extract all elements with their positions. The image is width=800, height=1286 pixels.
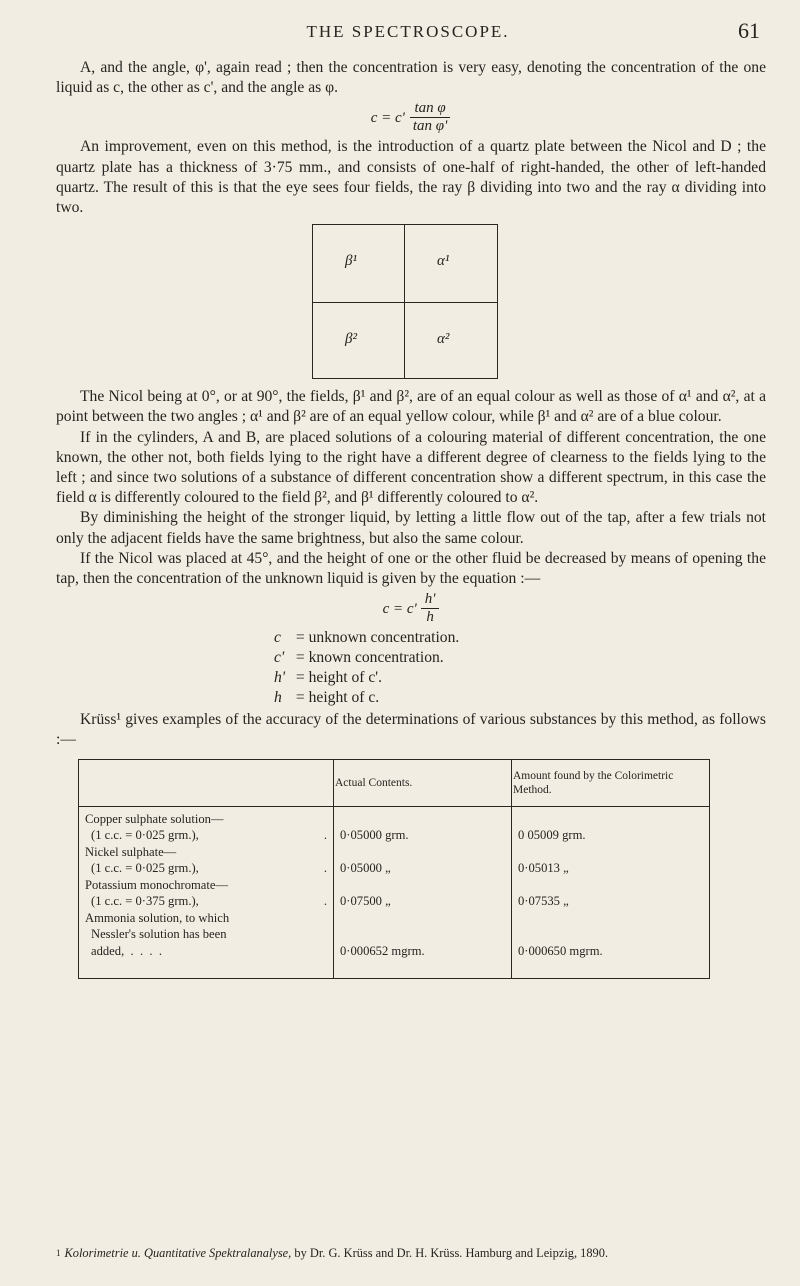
definition-text: = unknown concentration. <box>295 629 460 647</box>
definition-row <box>274 628 766 648</box>
formula-denominator: h <box>426 609 434 626</box>
found-value: 0·000650 mgrm. <box>518 943 603 958</box>
diagram-horizontal-divider <box>313 302 497 303</box>
substance-detail: (1 c.c. = 0·025 grm.), . <box>91 828 327 843</box>
table-header-cell: Actual Contents. <box>334 759 512 806</box>
definition-text: = height of c'. <box>295 669 382 687</box>
field-label-alpha2: α² <box>437 331 450 348</box>
field-label-beta2: β² <box>345 331 357 348</box>
found-value: 0·07535 „ <box>518 894 569 909</box>
paragraph: If the Nicol was placed at 45°, and the height of one or the other fluid be decreased by means of opening the tap, then the concentration of the unknown liquid is given by the equation :— <box>56 549 766 588</box>
paragraph: If in the cylinders, A and B, are placed solutions of a colouring material of different concentration, the one known, the other not, both fields lying to the right have a different degree of clearness to the fields lying to the left ; and since two solutions of a substance of different concentration show a different spectrum, in this case the field α is differently coloured to the field β², and β¹ differently coloured to α². <box>56 428 766 507</box>
footnote-text: by Dr. G. Krüss and Dr. H. Krüss. Hamburg and Leipzig, 1890. <box>294 1246 609 1260</box>
table-header-row <box>79 759 710 806</box>
definition-row <box>274 668 766 688</box>
definition-symbol: h' <box>274 669 286 687</box>
formula-fraction <box>421 591 440 626</box>
body-text <box>56 58 766 979</box>
definition-row <box>274 648 766 668</box>
paragraph: A, and the angle, φ', again read ; then the concentration is very easy, denoting the concentration of the one liquid as c, the other as c', and the angle as φ. <box>56 59 766 97</box>
formula-fraction <box>409 100 451 135</box>
formula-tan-ratio <box>56 100 766 135</box>
found-value: 0 05009 grm. <box>518 828 586 843</box>
results-table <box>78 759 710 979</box>
definition-text: = height of c. <box>295 689 380 707</box>
formula-numerator: tan φ <box>410 100 449 118</box>
substance-name: Copper sulphate solution— <box>85 811 224 826</box>
definition-text: = known concentration. <box>295 649 444 667</box>
paragraph: By diminishing the height of the stronger liquid, by letting a little flow out of the tap, after a few trials not only the adjacent fields have the same brightness, but also the same colour. <box>56 509 766 547</box>
symbol-definitions <box>274 628 766 708</box>
substance-detail: (1 c.c. = 0·375 grm.), . <box>91 894 327 909</box>
actual-contents-cell <box>334 806 512 978</box>
substance-cell <box>79 806 334 978</box>
footnote <box>56 1245 766 1261</box>
formula-height-ratio <box>56 591 766 626</box>
field-label-beta1: β¹ <box>345 253 357 270</box>
four-field-diagram <box>312 224 498 379</box>
found-value: 0·05013 „ <box>518 861 569 876</box>
definition-row <box>274 688 766 708</box>
definition-symbol: c <box>274 629 281 647</box>
field-label-alpha1: α¹ <box>437 253 450 270</box>
table-header-cell: Amount found by the Colorimetric Method. <box>512 759 710 806</box>
substance-detail: Nessler's solution has been <box>91 927 227 942</box>
paragraph: Krüss¹ gives examples of the accuracy of the determinations of various substances by this method, as follows :— <box>56 711 766 749</box>
footnote-ref: 1 <box>56 1248 61 1258</box>
table-row <box>79 806 710 978</box>
formula-denominator: tan φ' <box>412 118 448 135</box>
actual-value: 0·07500 „ <box>340 894 391 909</box>
substance-name: Ammonia solution, to which <box>85 910 230 925</box>
substance-name: Potassium monochromate— <box>85 877 229 892</box>
formula-lhs: c = c' <box>382 600 417 617</box>
table-header-cell <box>79 759 334 806</box>
substance-detail: added, . . . . <box>91 943 162 958</box>
actual-value: 0·05000 „ <box>340 861 391 876</box>
formula-numerator: h' <box>421 591 440 609</box>
substance-detail: (1 c.c. = 0·025 grm.), . <box>91 861 327 876</box>
substance-name: Nickel sulphate— <box>85 844 177 859</box>
definition-symbol: h <box>274 689 282 707</box>
paragraph: An improvement, even on this method, is the introduction of a quartz plate between the Nicol and D ; the quartz plate has a thickness of 3·75 mm., and consists of one-half of right-handed, the other of left-handed quartz. The result of this is that the eye sees four fields, the ray β dividing into two and the ray α dividing into two. <box>56 138 766 217</box>
definition-symbol: c' <box>274 649 285 667</box>
found-amount-cell <box>512 806 710 978</box>
actual-value: 0·05000 grm. <box>340 828 409 843</box>
running-title: THE SPECTROSCOPE. <box>306 22 510 41</box>
page-number: 61 <box>738 18 760 43</box>
page-header <box>56 14 760 50</box>
footnote-title: Kolorimetrie u. Quantitative Spektralanalyse, <box>64 1246 292 1260</box>
paragraph: The Nicol being at 0°, or at 90°, the fields, β¹ and β², are of an equal colour as well as those of α¹ and α², at a point between the two angles ; α¹ and β² are of an equal yellow colour, while β¹ and α² are of a blue colour. <box>56 388 766 426</box>
formula-lhs: c = c' <box>370 109 405 126</box>
actual-value: 0·000652 mgrm. <box>340 943 425 958</box>
